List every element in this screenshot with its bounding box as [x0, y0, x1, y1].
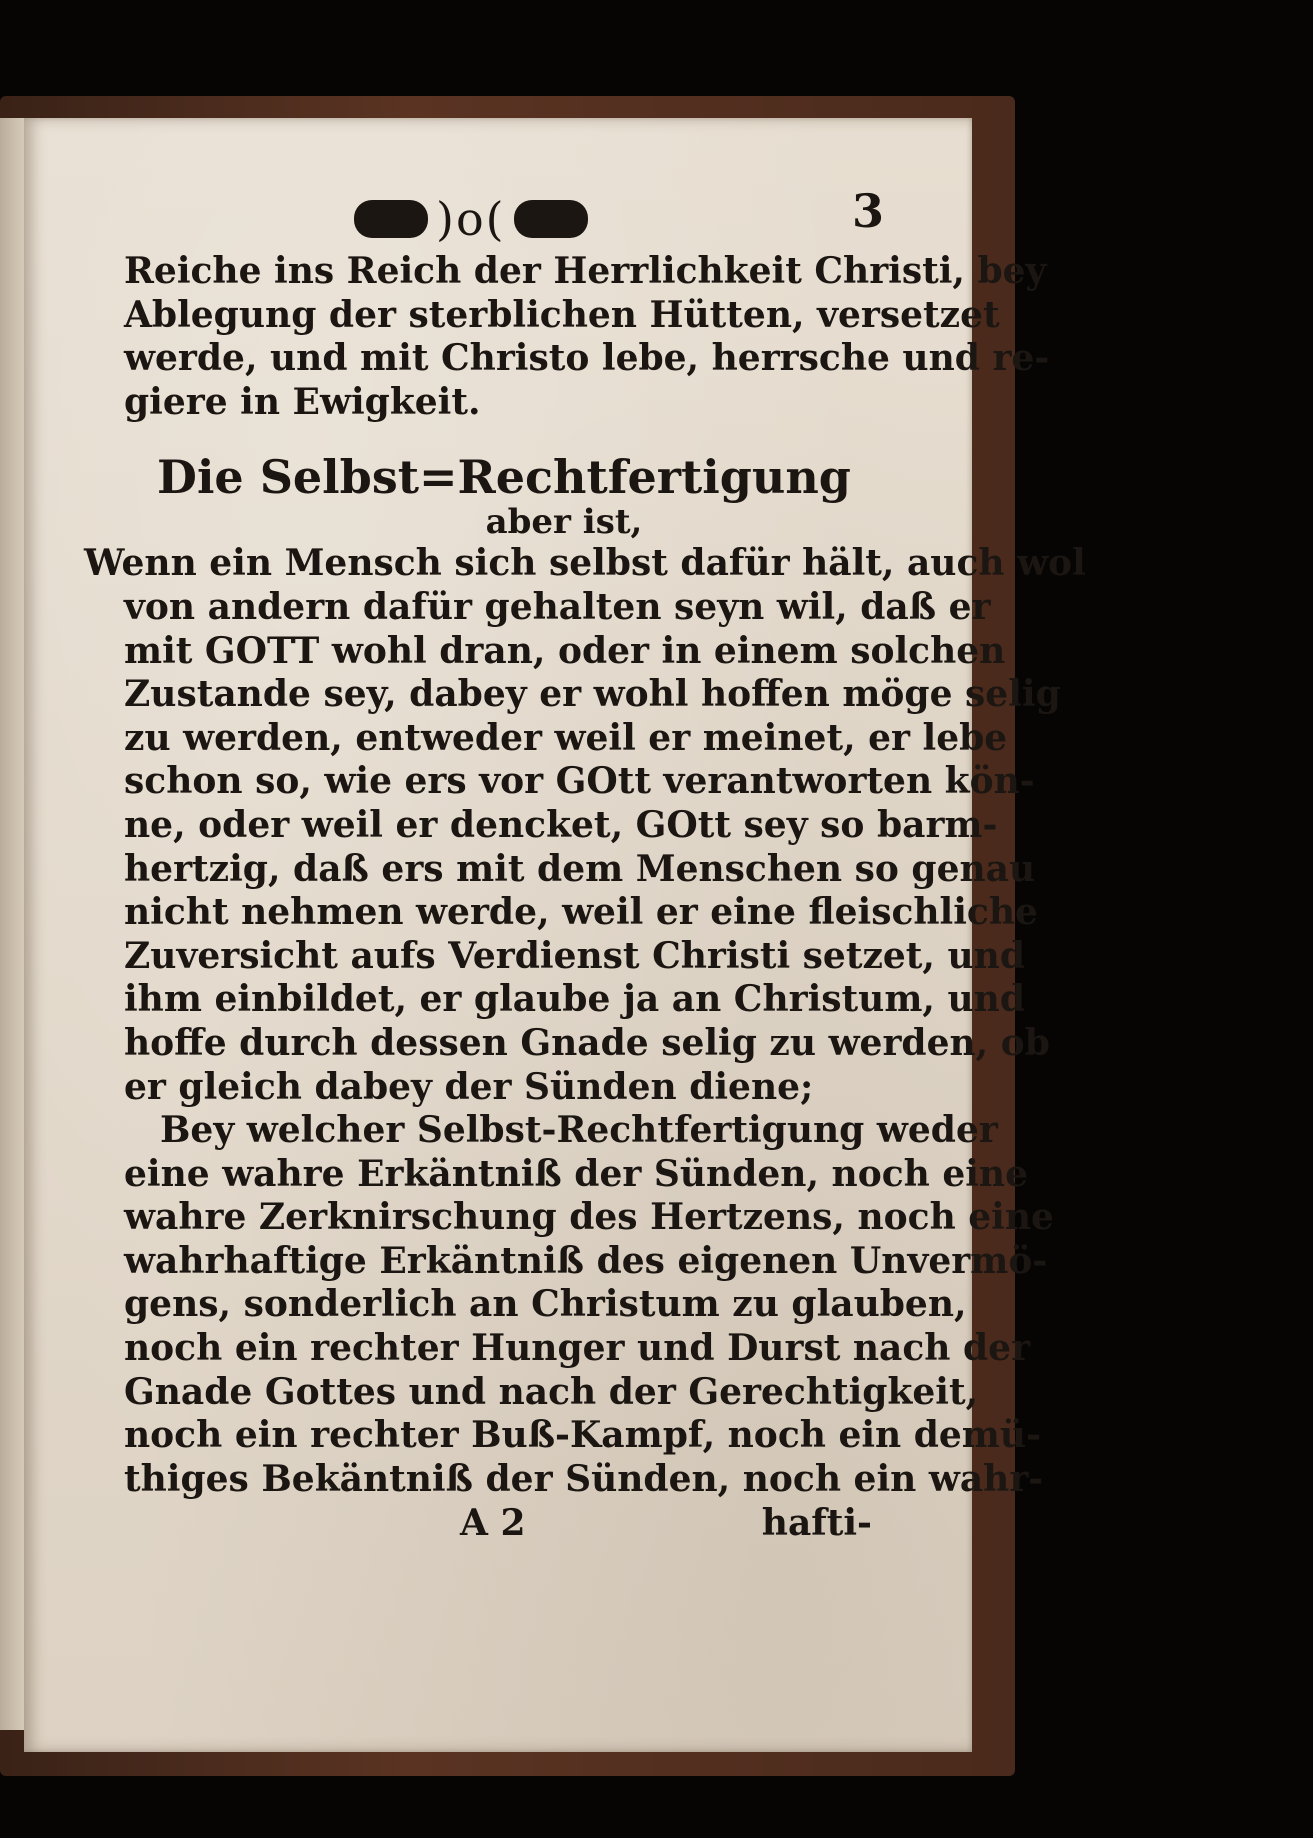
- top-paragraph: [124, 250, 1050, 424]
- text-line: Bey welcher Selbst-Rechtfertigung weder: [160, 1109, 998, 1152]
- page-number: 3: [851, 184, 884, 238]
- page-header: [124, 180, 884, 250]
- text-line: Gnade Gottes und nach der Gerechtigkeit,: [124, 1370, 979, 1413]
- header-ornament: [354, 188, 588, 246]
- page-content: [84, 180, 1086, 1545]
- signature-mark: A 2: [460, 1502, 526, 1545]
- ornament-left-icon: [354, 200, 428, 238]
- text-line: Wenn ein Mensch sich selbst dafür hält, auch wol: [84, 542, 1086, 585]
- section-heading: Die Selbst=Rechtfertigung: [157, 450, 851, 505]
- text-line: nicht nehmen werde, weil er eine fleischliche: [124, 891, 1038, 934]
- text-line: mit GOTT wohl dran, oder in einem solchen: [124, 629, 1006, 672]
- text-line: schon so, wie ers vor GOtt verantworten kön-: [124, 760, 1035, 803]
- text-line: von andern dafür gehalten seyn wil, daß er: [124, 585, 991, 628]
- text-line: Zustande sey, dabey er wohl hoffen möge selig: [124, 673, 1061, 716]
- text-line: Ablegung der sterblichen Hütten, versetzet: [124, 293, 1000, 336]
- text-line: giere in Ewigkeit.: [124, 380, 481, 423]
- paragraph-consequences: [124, 1109, 1054, 1501]
- text-line: gens, sonderlich an Christum zu glauben,: [124, 1283, 967, 1326]
- text-line: wahrhaftige Erkäntniß des eigenen Unvermö-: [124, 1239, 1048, 1282]
- text-line: hoffe durch dessen Gnade selig zu werden, ob: [124, 1021, 1050, 1064]
- text-line: thiges Bekäntniß der Sünden, noch ein wahr-: [124, 1457, 1044, 1500]
- text-line: eine wahre Erkäntniß der Sünden, noch eine: [124, 1152, 1029, 1195]
- ornament-middle: )o(: [436, 192, 506, 246]
- page-footer: [124, 1501, 884, 1545]
- text-line: wahre Zerknirschung des Hertzens, noch eine: [124, 1196, 1054, 1239]
- paragraph-definition: [84, 542, 1086, 586]
- section-subheading: aber ist,: [485, 502, 643, 543]
- paragraph-definition-cont: [124, 585, 1061, 1109]
- text-line: zu werden, entweder weil er meinet, er lebe: [124, 716, 1008, 759]
- text-line: noch ein rechter Hunger und Durst nach der: [124, 1327, 1031, 1370]
- text-line: er gleich dabey der Sünden diene;: [124, 1065, 814, 1108]
- text-line: Zuversicht aufs Verdienst Christi setzet, und: [124, 934, 1026, 977]
- ornament-right-icon: [514, 200, 588, 238]
- text-line: noch ein rechter Buß-Kampf, noch ein demü-: [124, 1414, 1042, 1457]
- text-line: ihm einbildet, er glaube ja an Christum, und: [124, 978, 1026, 1021]
- catchword: hafti-: [761, 1502, 872, 1545]
- text-line: werde, und mit Christo lebe, herrsche und re-: [124, 337, 1050, 380]
- text-line: Reiche ins Reich der Herrlichkeit Christi, bey: [124, 250, 1047, 292]
- book-page: [24, 118, 1086, 1752]
- text-line: ne, oder weil er dencket, GOtt sey so barm-: [124, 803, 998, 846]
- text-line: hertzig, daß ers mit dem Menschen so genau: [124, 847, 1036, 890]
